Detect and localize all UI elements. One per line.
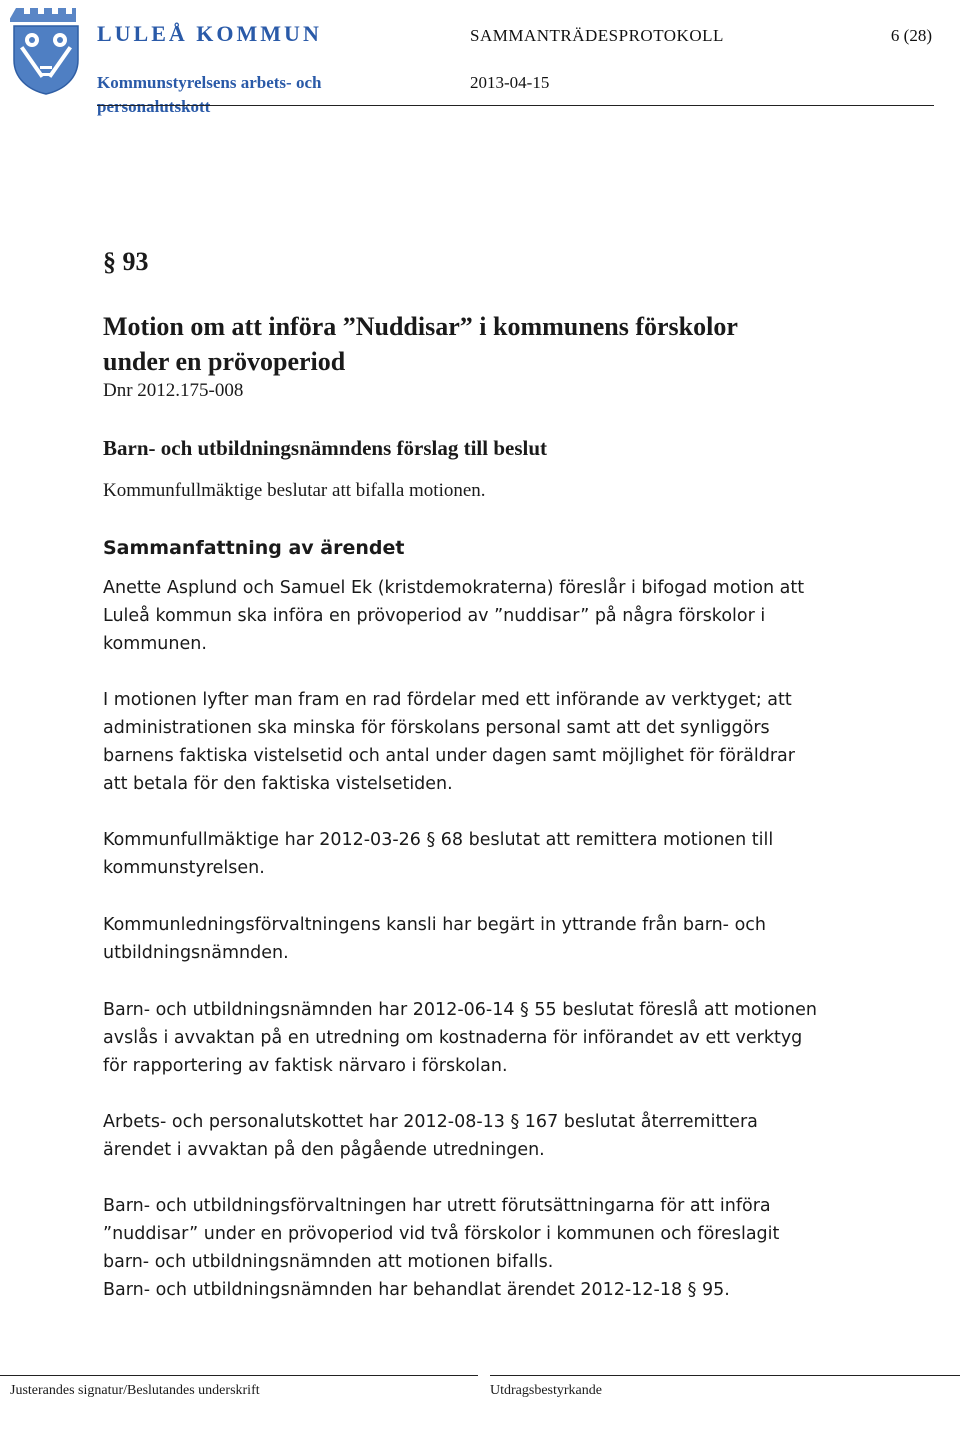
summary-paragraph: Kommunfullmäktige har 2012-03-26 § 68 beslutat att remittera motionen till kommunstyrelsen. (103, 830, 774, 878)
summary-paragraph: Barn- och utbildningsnämnden har behandlat ärendet 2012-12-18 § 95. (103, 1280, 730, 1300)
summary-paragraph: Arbets- och personalutskottet har 2012-08-13 § 167 beslutat återremittera ärendet i avvaktan på den pågående utredningen. (103, 1112, 758, 1160)
signature-line-right (490, 1375, 960, 1376)
certification-label: Utdragsbestyrkande (490, 1383, 602, 1398)
committee-line-1: Kommunstyrelsens arbets- och (97, 73, 322, 92)
meeting-date: 2013-04-15 (470, 73, 550, 92)
summary-paragraph: Barn- och utbildningsförvaltningen har utrett förutsättningarna för att införa ”nuddisar” under en prövoperiod vid två förskolor i kommunen och föreslagit barn- och utbildningsnämnden att motionen bifalls. (103, 1196, 780, 1272)
case-title-line-1: Motion om att införa ”Nuddisar” i kommunens förskolor (103, 312, 738, 341)
summary-paragraph: I motionen lyfter man fram en rad fördelar med ett införande av verktyget; att administrationen ska minska för förskolans personal samt att det synliggörs barnens faktiska vistelsetid och antal under dagen samt möjlighet för föräldrar att betala för den faktiska vistelsetiden. (103, 690, 795, 794)
case-title-line-2: under en prövoperiod (103, 347, 346, 376)
protocol-title: SAMMANTRÄDESPROTOKOLL (470, 26, 724, 45)
committee-name (97, 71, 321, 119)
committee-line-2: personalutskott (97, 97, 211, 116)
page-number: 6 (28) (890, 26, 932, 45)
signature-label: Justerandes signatur/Beslutandes underskrift (10, 1383, 260, 1398)
summary-heading: Sammanfattning av ärendet (103, 537, 405, 559)
proposal-heading: Barn- och utbildningsnämndens förslag till beslut (103, 436, 548, 460)
organization-name: LULEÅ KOMMUN (97, 21, 322, 46)
summary-paragraph: Barn- och utbildningsnämnden har 2012-06-14 § 55 beslutat föreslå att motionen avslås i avvaktan på en utredning om kostnaderna för införandet av ett verktyg för rapportering av faktisk närvaro i förskolan. (103, 1000, 818, 1076)
proposal-text: Kommunfullmäktige beslutar att bifalla motionen. (103, 480, 486, 501)
coat-of-arms-icon (10, 4, 82, 96)
paragraph-number: § 93 (103, 247, 149, 276)
case-number: Dnr 2012.175-008 (103, 380, 244, 401)
header-divider (97, 105, 934, 106)
summary-paragraph: Kommunledningsförvaltningens kansli har begärt in yttrande från barn- och utbildningsnämnden. (103, 915, 766, 963)
signature-line-left (0, 1375, 478, 1376)
summary-paragraph: Anette Asplund och Samuel Ek (kristdemokraterna) föreslår i bifogad motion att Luleå kommun ska införa en prövoperiod av ”nuddisar” på några förskolor i kommunen. (103, 578, 805, 654)
case-title (103, 309, 738, 379)
